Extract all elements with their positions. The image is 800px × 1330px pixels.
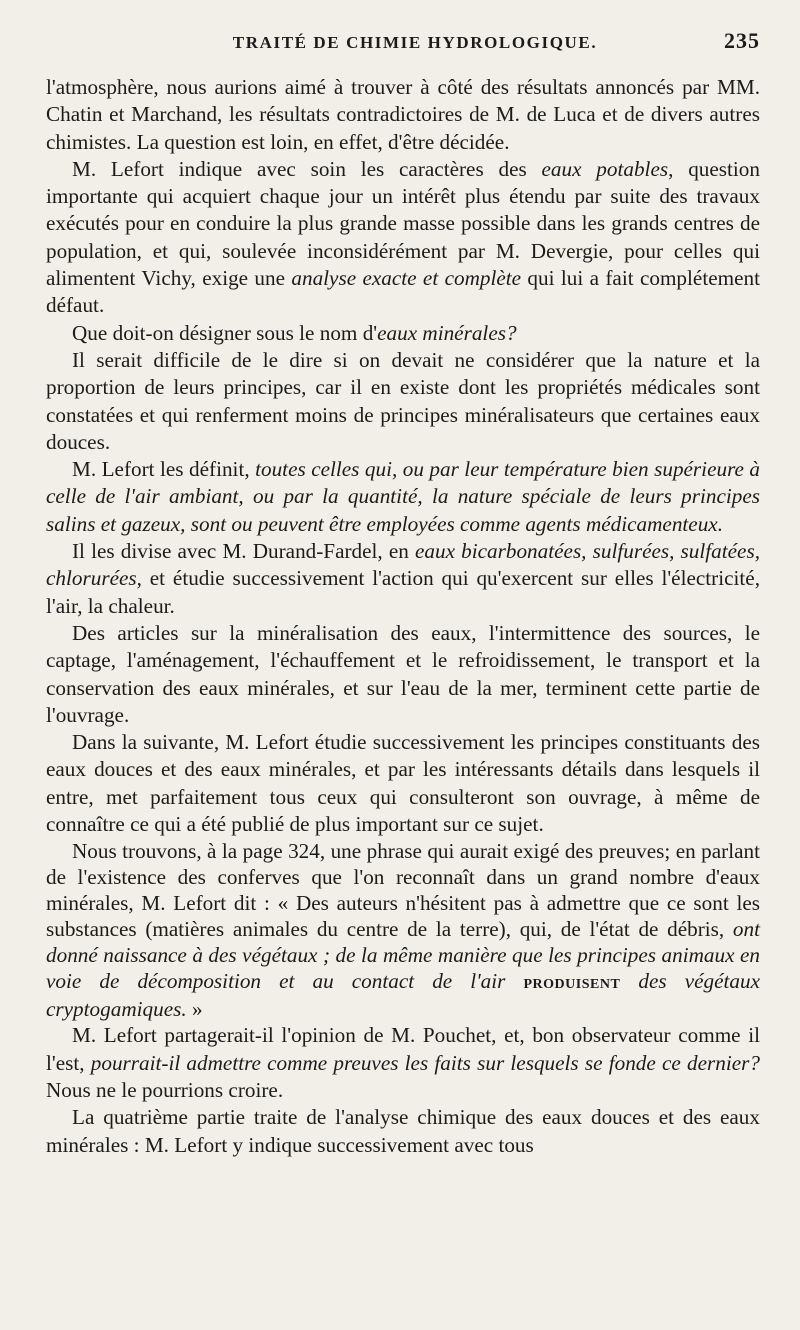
text-run: M. Lefort partagerait-il l'opinion de M. Pouchet, et, bon observateur comme il l'est, (46, 1023, 760, 1075)
text-run: Que doit-on désigner sous le nom d' (72, 320, 378, 345)
text-run: , et étudie successivement l'action qui qu'exercent sur elles l'électricité, l'air, la chaleur. (46, 566, 760, 618)
text-run: M. Lefort les définit, (72, 457, 256, 482)
italic-text: eaux bicarbonatées, sulfurées, sulfatées, chlorurées (46, 539, 760, 591)
text-run: La quatrième partie traite de l'analyse chimique des eaux douces et des eaux minérales : M. Lefort y indique successivement avec tous (46, 1105, 760, 1157)
paragraph (46, 456, 760, 538)
text-run: Des articles sur la minéralisation des eaux, l'intermittence des sources, le captage, l'aménagement, l'échauffement et le refroidissement, le transport et la conservation des eaux minérales, et sur l'eau de la mer, terminent cette partie de l'ouvrage. (46, 620, 760, 727)
italic-text: eaux potables (541, 156, 669, 181)
text-run: Dans la suivante, M. Lefort étudie successivement les principes constituants des eaux douces et des eaux minérales, et par les intéressants détails dans lesquels il entre, met parfaitement tous ceux qui consulteront son ouvrage, à même de connaître ce qui a été publié de plus important sur ce sujet. (46, 730, 760, 837)
paragraph (46, 347, 760, 456)
paragraph (46, 156, 760, 320)
running-head (46, 28, 760, 72)
italic-text: pourrait-il admettre comme preuves les faits sur lesquels se fonde ce dernier? (90, 1050, 760, 1075)
text-run: , question importante qui acquiert chaque jour un intérêt plus étendu par suite des travaux exécutés pour en conduire la plus grande masse possible dans les grands centres de population, et qui, soulevée inconsidérément par M. Devergie, pour celles qui alimentent Vichy, exige une (46, 156, 760, 291)
paragraph (46, 1104, 760, 1159)
text-run: qui lui a fait complétement défaut. (46, 266, 760, 318)
paragraph (46, 74, 760, 156)
text-run: Il serait difficile de le dire si on devait ne considérer que la nature et la proportion de leurs principes, car il en existe dont les propriétés médicales sont constatées et qui renferment moins de principes minéralisateurs que certaines eaux douces. (46, 347, 760, 454)
text-run: Nous trouvons, à la page 324, une phrase qui aurait exigé des preuves; en parlant de l'existence des conferves que l'on reconnaît dans un grand nombre d'eaux minérales, M. Lefort dit : « Des auteurs n'hésitent pas à admettre que ce sont les substances (matières animales du centre de la terre), qui, de l'état de débris, (46, 839, 760, 942)
paragraph (46, 1022, 760, 1104)
text-run: M. Lefort indique avec soin les caractères des (72, 156, 542, 181)
text-run: Nous ne le pourrions croire. (46, 1077, 284, 1102)
italic-text: toutes celles qui, ou par leur température bien supérieure à celle de l'air ambiant, ou par la quantité, la nature spéciale de leurs principes salins et gazeux, sont ou peuvent être employées comme agents médicamenteux. (46, 457, 760, 536)
paragraph (46, 729, 760, 838)
text-run: » (186, 997, 203, 1022)
text-run: Il les divise avec M. Durand-Fardel, en (72, 539, 416, 564)
italic-text: analyse exacte et complète (291, 266, 522, 291)
body-text (46, 74, 760, 1159)
italic-text: des végétaux cryptogamiques. (46, 969, 760, 1022)
running-title: TRAITÉ DE CHIMIE HYDROLOGIQUE. (232, 33, 598, 52)
italic-text: eaux minérales? (377, 320, 517, 345)
italic-text: ont donné naissance à des végétaux ; de la même manière que les principes animaux en voie de décomposition et au contact de l'air (46, 917, 760, 994)
paragraph (46, 320, 760, 347)
paragraph (46, 538, 760, 620)
smallcaps-text: produisent (523, 972, 621, 994)
paragraph (46, 620, 760, 729)
text-run: l'atmosphère, nous aurions aimé à trouver à côté des résultats annoncés par MM. Chatin et Marchand, les résultats contradictoires de M. de Luca et de divers autres chimistes. La question est loin, en effet, d'être décidée. (46, 75, 760, 154)
page-number: 235 (724, 28, 760, 53)
paragraph (46, 838, 760, 1022)
